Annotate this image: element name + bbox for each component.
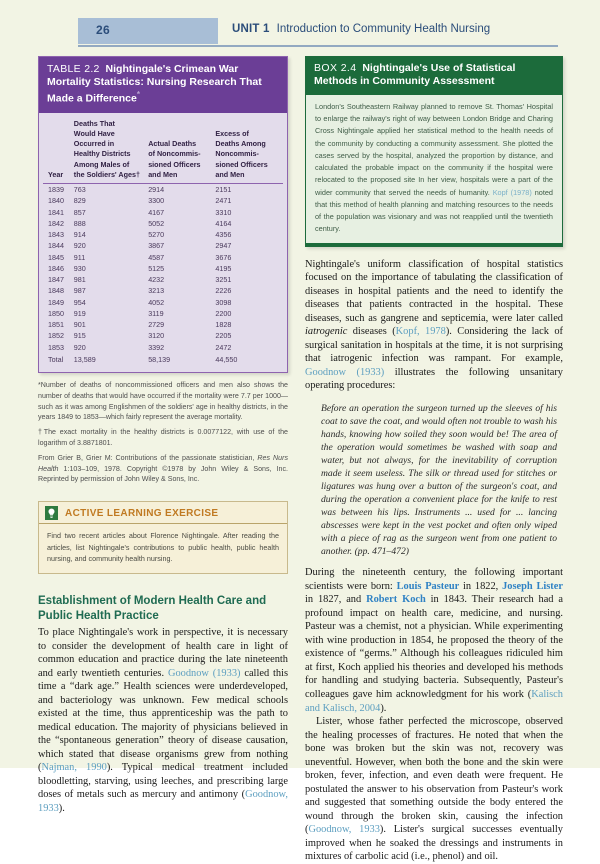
table-row <box>43 263 283 274</box>
box-2-4-header <box>306 57 562 95</box>
table-cell: 981 <box>73 275 86 285</box>
table-cell: 2205 <box>215 331 232 341</box>
table-cell: 2151 <box>215 185 232 195</box>
table-cell: 1849 <box>48 297 64 307</box>
box-bottom-rule <box>306 243 562 246</box>
source-prefix: From Grier B, Grier M: Contributions of the passionate statistician, <box>38 453 258 462</box>
table-cell: Total <box>48 354 64 364</box>
table-cell: 13,589 <box>73 354 96 364</box>
right-paragraph-3: Lister, whose father perfected the microscope, observed the healing processes of fractures. He noted that when the bone was broken but the skin was not, recovery was uneventful. However, when both the bone and the skin were broken, fever, infection, and even death were frequent. He postulated the answer to his observation from Pasteur's work and suggested that something outside the body entered the wound through the broken skin, causing the infection (Goodnow, 1933). Lister's surgical successes eventually improved when he soaked the dressings and instruments in mixtures of carbolic acid (i.e., phenol) and oil. <box>305 716 563 863</box>
table-cell: 3300 <box>148 196 165 206</box>
table-2-2-header <box>39 57 287 113</box>
table-cell: 4356 <box>215 230 232 240</box>
table-cell: 4052 <box>148 297 165 307</box>
unit-label: UNIT 1 <box>232 23 270 35</box>
table-cell: 1851 <box>48 320 64 330</box>
table-row <box>43 252 283 263</box>
footnote-dagger: †The exact mortality in the healthy districts is 0.0077122, with use of the logarithm of 3.8871801. <box>38 428 288 447</box>
table-cell: 857 <box>73 207 86 217</box>
table-title: Nightingale's Crimean War Mortality Statistics: Nursing Research That Made a Difference <box>47 63 262 105</box>
source-suffix: 1:103–109, 1978. Copyright ©1978 by John Wiley & Sons, Inc. Reprinted by permission of John Wiley & Sons, Inc. <box>38 464 288 484</box>
table-cell: 3213 <box>148 286 165 296</box>
table-cell: 4232 <box>148 275 165 285</box>
source-journal: Res Nurs Health <box>38 453 288 473</box>
table-title-marker: * <box>136 89 140 99</box>
table-cell: 4587 <box>148 252 165 262</box>
table-cell: 4167 <box>148 207 165 217</box>
right-column <box>305 56 563 864</box>
table-cell: 1847 <box>48 275 64 285</box>
right-paragraph-2: During the nineteenth century, the following important scientists were born: Louis Pasteur in 1822, Joseph Lister in 1827, and Robert Koch in 1843. Their research had a profound impact on health care, medicine, and nursing. Pasteur was a chemist, not a physician. While experimenting with wine production in 1854, he proposed the theory of the existence of “germs.” Although his colleagues ridiculed him at first, Koch applied his theories and developed his methods for handling and studying bacteria. Subsequently, Pasteur's colleagues gave him acknowledgment for his work (Kalisch and Kalisch, 2004). <box>305 567 563 714</box>
table-label: TABLE 2.2 <box>47 63 100 75</box>
table-body <box>43 184 283 365</box>
table-cell: 2947 <box>215 241 232 251</box>
table-cell: 888 <box>73 218 86 228</box>
table-row <box>43 240 283 251</box>
table-cell: 2226 <box>215 286 232 296</box>
table-cell: 1844 <box>48 241 64 251</box>
table-cell: 1848 <box>48 286 64 296</box>
table-cell: 4164 <box>215 218 232 228</box>
table-row <box>43 184 283 196</box>
table-cell: 987 <box>73 286 86 296</box>
table-cell: 3098 <box>215 297 232 307</box>
table-cell: 1843 <box>48 230 64 240</box>
table-cell: 44,550 <box>215 354 238 364</box>
col-header-excess: Excess of Deaths Among Noncommis- sioned Officers and Men <box>213 119 283 184</box>
table-cell: 5125 <box>148 263 165 273</box>
col-header-would-have: Deaths That Would Have Occurred in Healthy Districts Among Males of the Soldiers' Ages† <box>72 119 146 184</box>
table-cell: 2471 <box>215 196 232 206</box>
col-header-year: Year <box>43 119 72 184</box>
table-cell: 901 <box>73 320 86 330</box>
table-cell: 3392 <box>148 342 165 352</box>
table-cell: 914 <box>73 230 86 240</box>
table-footnotes <box>38 380 288 485</box>
active-learning-title: ACTIVE LEARNING EXERCISE <box>65 507 219 519</box>
table-row <box>43 297 283 308</box>
table-row <box>43 308 283 319</box>
table-cell: 2200 <box>215 308 232 318</box>
table-cell: 1841 <box>48 207 64 217</box>
table-cell: 3676 <box>215 252 232 262</box>
table-cell: 920 <box>73 241 86 251</box>
table-cell: 5270 <box>148 230 165 240</box>
table-cell: 1842 <box>48 218 64 228</box>
table-cell: 829 <box>73 196 86 206</box>
table-row <box>43 274 283 285</box>
col-header-actual: Actual Deaths of Noncommis- sioned Officers and Men <box>146 119 213 184</box>
table-total-row <box>43 353 283 365</box>
left-column <box>38 56 288 815</box>
unit-title: Introduction to Community Health Nursing <box>276 23 491 35</box>
table-cell: 3251 <box>215 275 232 285</box>
table-cell: 1840 <box>48 196 64 206</box>
active-learning-header <box>39 502 287 524</box>
table-cell: 1853 <box>48 342 64 352</box>
table-cell: 1828 <box>215 320 232 330</box>
footnote-source <box>38 453 288 485</box>
box-title: Nightingale's Use of Statistical Methods in Community Assessment <box>314 62 516 88</box>
table-row <box>43 195 283 206</box>
table-cell: 1845 <box>48 252 64 262</box>
page-number: 26 <box>96 23 110 37</box>
table-cell: 1850 <box>48 308 64 318</box>
table-head-row-group <box>43 119 283 184</box>
running-head <box>0 18 600 48</box>
footnote-asterisk: *Number of deaths of noncommissioned officers and men also shows the number of deaths that would have occurred if the mortality were 7.7 per 1000—such as it was among Englishmen of the soldiers' age in healthy districts, in the years 1849 to 1853—which fairly represent the average mortality. <box>38 381 288 422</box>
table-cell: 3310 <box>215 207 232 217</box>
lightbulb-icon <box>45 506 58 520</box>
running-head-rule <box>78 45 558 47</box>
table-2-2 <box>38 56 288 373</box>
active-learning-exercise <box>38 501 288 574</box>
table-row <box>43 319 283 330</box>
table-cell: 919 <box>73 308 86 318</box>
table-cell: 920 <box>73 342 86 352</box>
table-cell: 1852 <box>48 331 64 341</box>
running-head-title <box>232 23 490 35</box>
table-cell: 5052 <box>148 218 165 228</box>
table-column-headers <box>43 119 283 184</box>
table-row <box>43 330 283 341</box>
active-learning-body: Find two recent articles about Florence Nightingale. After reading the articles, list Nightingale's contributions to public health, public health nursing, and community health nursing. <box>47 531 279 564</box>
box-2-4-body: London's Southeastern Railway planned to remove St. Thomas' Hospital to enlarge the railway's right of way between London Bridge and Charing Cross Nightingale applied her statistical method to the health needs of the community by conducting a community assessment. She plotted the cases served by the hospital, analyzed the proportion by distance, and calculated the probable impact on the community if the hospital were relocated to the proposed site In her view, hospitals were a part of the wider community that served the needs of humanity. Kopf (1978) noted that this method of health planning and matching resources to the needs of the population was visionary and was not reapplied until the twentieth century. <box>315 101 553 234</box>
table-2-2-body <box>39 113 287 372</box>
box-label: BOX 2.4 <box>314 62 357 74</box>
table-cell: 1839 <box>48 185 64 195</box>
table-cell: 3867 <box>148 241 165 251</box>
table-cell: 1846 <box>48 263 64 273</box>
mortality-statistics-table <box>43 119 283 365</box>
table-cell: 3119 <box>148 308 164 318</box>
table-cell: 2914 <box>148 185 165 195</box>
section-paragraph: To place Nightingale's work in perspective, it is necessary to consider the development of health care in light of common education and practice during the late nineteenth and early twentieth centuries. Goodnow (1933) called this time a “dark age.” Health sciences were underdeveloped, and bacteriology was unknown. Few medical schools existed at the time, thus apprenticeship was the path to medical education. The majority of physicians believed in the “spontaneous generation” theory of disease causation, which stated that disease organisms grew from nothing (Najman, 1990). Typical medical treatment included bloodletting, starving, using leeches, and prescribing large doses of metals such as mercury and antimony (Goodnow, 1933). <box>38 627 288 814</box>
right-paragraph-1: Nightingale's uniform classification of hospital statistics focused on the importance of tabulating the classification of diseases in hospital patients and the need to identify the diseases that patients contracted in the hospital. These diseases, such as gangrene and septicemia, were later called iatrogenic diseases (Kopf, 1978). Considering the lack of surgical sanitation in hospitals at the time, it is not surprising that iatrogenic infection was rampant. For example, Goodnow (1933) illustrates the following unsanitary operating procedures: <box>305 258 563 392</box>
table-cell: 911 <box>73 252 86 262</box>
goodnow-extract-quote: Before an operation the surgeon turned up the sleeves of his coat to save the coat, and would often not trouble to wash his hands, knowing how soiled they soon would be! The area of the operation would sometimes be washed with soap and water, but not always, for the inevitability of corruption made it seem useless. The silk or thread used for stitches or ligatures was hung over a button of the surgeon's coat, and during the operation a convenient place for the knife to rest was between his lips. Instruments ... used for ... lancing abscesses were kept in the vest pocket and often only wiped with a piece of rag as the surgeon went from one patient to another. (pp. 471–472) <box>321 402 557 558</box>
table-cell: 2472 <box>215 342 232 352</box>
table-row <box>43 218 283 229</box>
table-cell: 2729 <box>148 320 165 330</box>
table-cell: 4195 <box>215 263 232 273</box>
table-cell: 930 <box>73 263 86 273</box>
table-cell: 3120 <box>148 331 165 341</box>
table-row <box>43 342 283 353</box>
table-row <box>43 207 283 218</box>
table-cell: 58,139 <box>148 354 171 364</box>
table-cell: 763 <box>73 185 86 195</box>
table-row <box>43 285 283 296</box>
table-row <box>43 229 283 240</box>
table-cell: 915 <box>73 331 86 341</box>
section-heading: Establishment of Modern Health Care and Public Health Practice <box>38 595 267 622</box>
table-cell: 954 <box>73 297 86 307</box>
box-2-4 <box>305 56 563 247</box>
